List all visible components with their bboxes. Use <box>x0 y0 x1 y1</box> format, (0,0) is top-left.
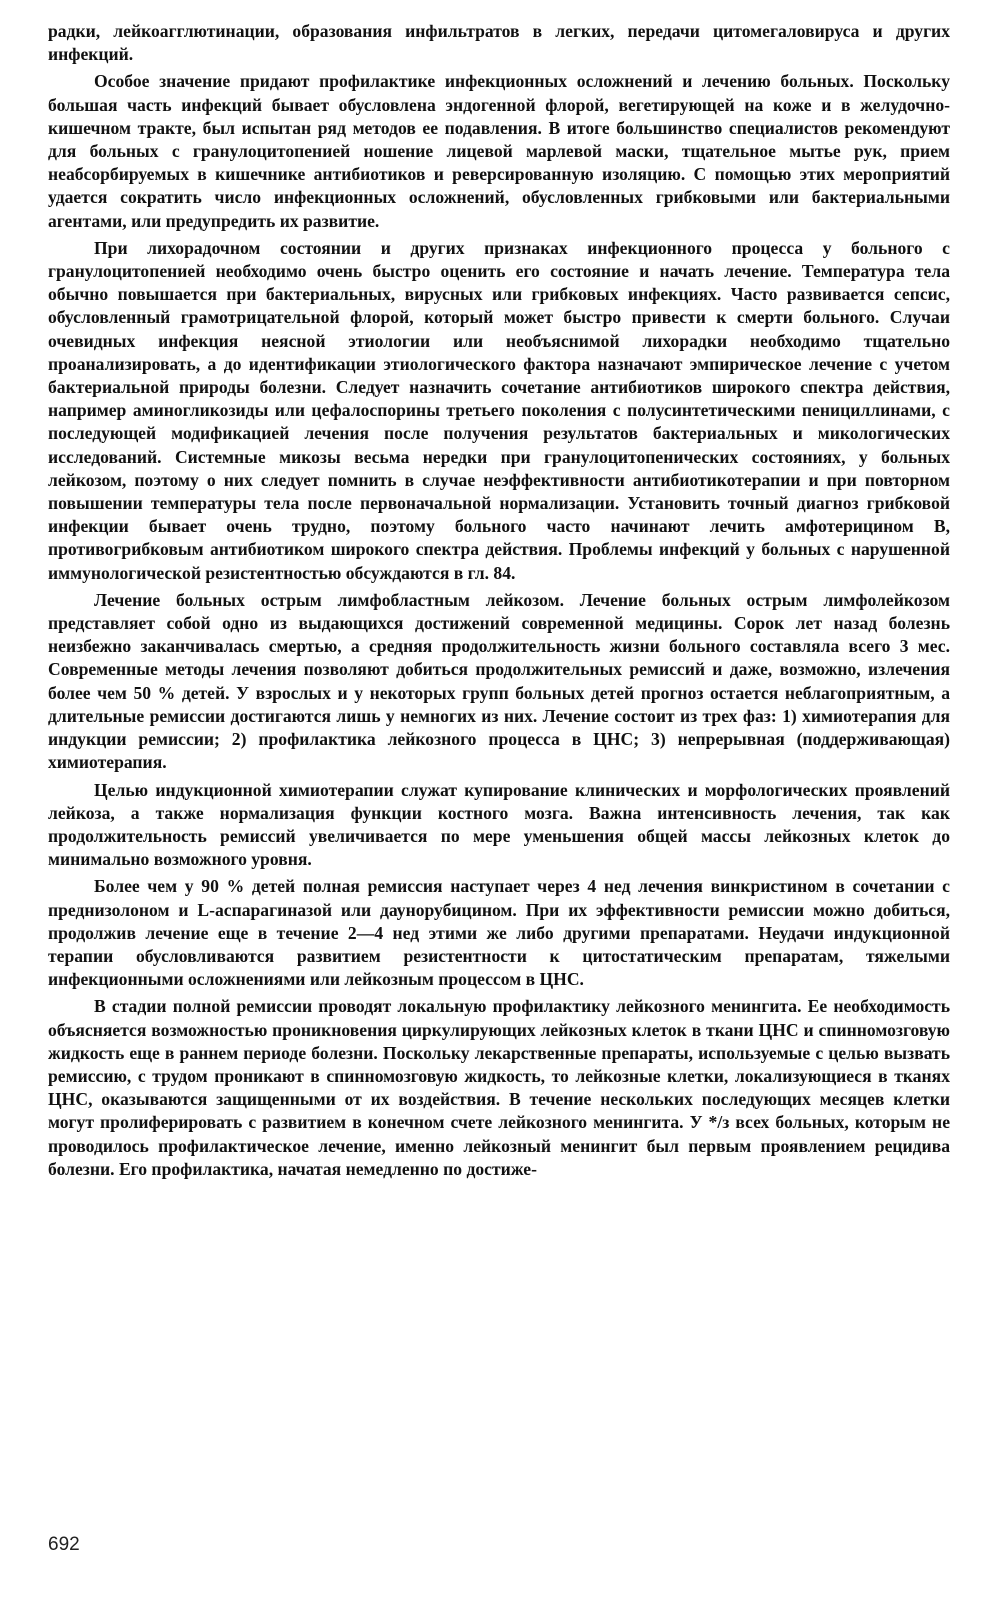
paragraph: радки, лейкоагглютинации, образования инфильтратов в легких, передачи цитомегаловируса и других инфекций. <box>48 21 950 65</box>
page-body <box>48 20 950 1185</box>
paragraph: Особое значение придают профилактике инфекционных осложнений и лечению больных. Поскольку большая часть инфекций бывает обусловлена эндогенной флорой, вегетирующей на коже и в желудочно-кишечном тракте, был испытан ряд методов ее подавления. В итоге большинство специалистов рекомендуют для больных с гранулоцитопенией ношение лицевой марлевой маски, тщательное мытье рук, прием неабсорбируемых в кишечнике антибиотиков и реверсированную изоляцию. С помощью этих мероприятий удается сократить число инфекционных осложнений, обусловленных грибковыми или бактериальными агентами, или предупредить их развитие. <box>48 71 950 231</box>
paragraph: При лихорадочном состоянии и других признаках инфекционного процесса у больного с гранулоцитопенией необходимо очень быстро оценить его состояние и начать лечение. Температура тела обычно повышается при бактериальных, вирусных или грибковых инфекциях. Часто развивается сепсис, обусловленный грамотрицательной флорой, который может быстро привести к смерти больного. Случаи очевидных инфекция неясной этиологии или необъяснимой лихорадки необходимо тщательно проанализировать, а до идентификации этиологического фактора назначают эмпирическое лечение с учетом бактериальной природы болезни. Следует назначить сочетание антибиотиков широкого спектра действия, например аминогликозиды или цефалоспорины третьего поколения с полусинтетическими пенициллинами, с последующей модификацией лечения после получения результатов бактериальных и микологических исследований. Системные микозы весьма нередки при гранулоцитопенических состояниях, у больных лейкозом, поэтому о них следует помнить в случае неэффективности антибиотикотерапии и при повторном повышении температуры тела после первоначальной нормализации. Установить точный диагноз грибковой инфекции бывает очень трудно, поэтому больного часто начинают лечить амфотерицином В, противогрибковым антибиотиком широкого спектра действия. Проблемы инфекций у больных с нарушенной иммунологической резистентностью обсуждаются в гл. 84. <box>48 237 950 583</box>
paragraph: Более чем у 90 % детей полная ремиссия наступает через 4 нед лечения винкристином в сочетании с преднизолоном и L-аспарагиназой или даунорубицином. При их эффективности ремиссии можно добиться, продолжив лечение еще в течение 2—4 нед этими же либо другими препаратами. Неудачи индукционной терапии обусловливаются развитием резистентности к цитостатическим препаратам, тяжелыми инфекционными осложнениями или лейкозным процессом в ЦНС. <box>48 876 950 990</box>
paragraph: В стадии полной ремиссии проводят локальную профилактику лейкозного менингита. Ее необходимость объясняется возможностью проникновения циркулирующих лейкозных клеток в ткани ЦНС и спинномозговую жидкость еще в раннем периоде болезни. Поскольку лекарственные препараты, используемые с целью вызвать ремиссию, с трудом проникают в спинномозговую жидкость, то лейкозные клетки, локализующиеся в тканях ЦНС, оказываются защищенными от их воздействия. В течение нескольких последующих месяцев клетки могут пролиферировать с развитием в конечном счете лейкозного менингита. У */з всех больных, которым не проводилось профилактическое лечение, именно лейкозный менингит был первым проявлением рецидива болезни. Его профилактика, начатая немедленно по достиже- <box>48 996 950 1179</box>
paragraph: Лечение больных острым лимфобластным лейкозом. Лечение больных острым лимфолейкозом представляет собой одно из выдающихся достижений современной медицины. Сорок лет назад болезнь неизбежно заканчивалась смертью, а средняя продолжительность жизни больного составляла всего 3 мес. Современные методы лечения позволяют добиться продолжительных ремиссий и даже, возможно, излечения более чем 50 % детей. У взрослых и у некоторых групп больных детей прогноз остается неблагоприятным, а длительные ремиссии достигаются лишь у немногих из них. Лечение состоит из трех фаз: 1) химиотерапия для индукции ремиссии; 2) профилактика лейкозного процесса в ЦНС; 3) непрерывная (поддерживающая) химиотерапия. <box>48 589 950 773</box>
page-number: 692 <box>48 1534 80 1555</box>
paragraph: Целью индукционной химиотерапии служат купирование клинических и морфологических проявлений лейкоза, а также нормализация функции костного мозга. Важна интенсивность лечения, так как продолжительность ремиссий увеличивается по мере уменьшения общей массы лейкозных клеток до минимально возможного уровня. <box>48 779 950 870</box>
